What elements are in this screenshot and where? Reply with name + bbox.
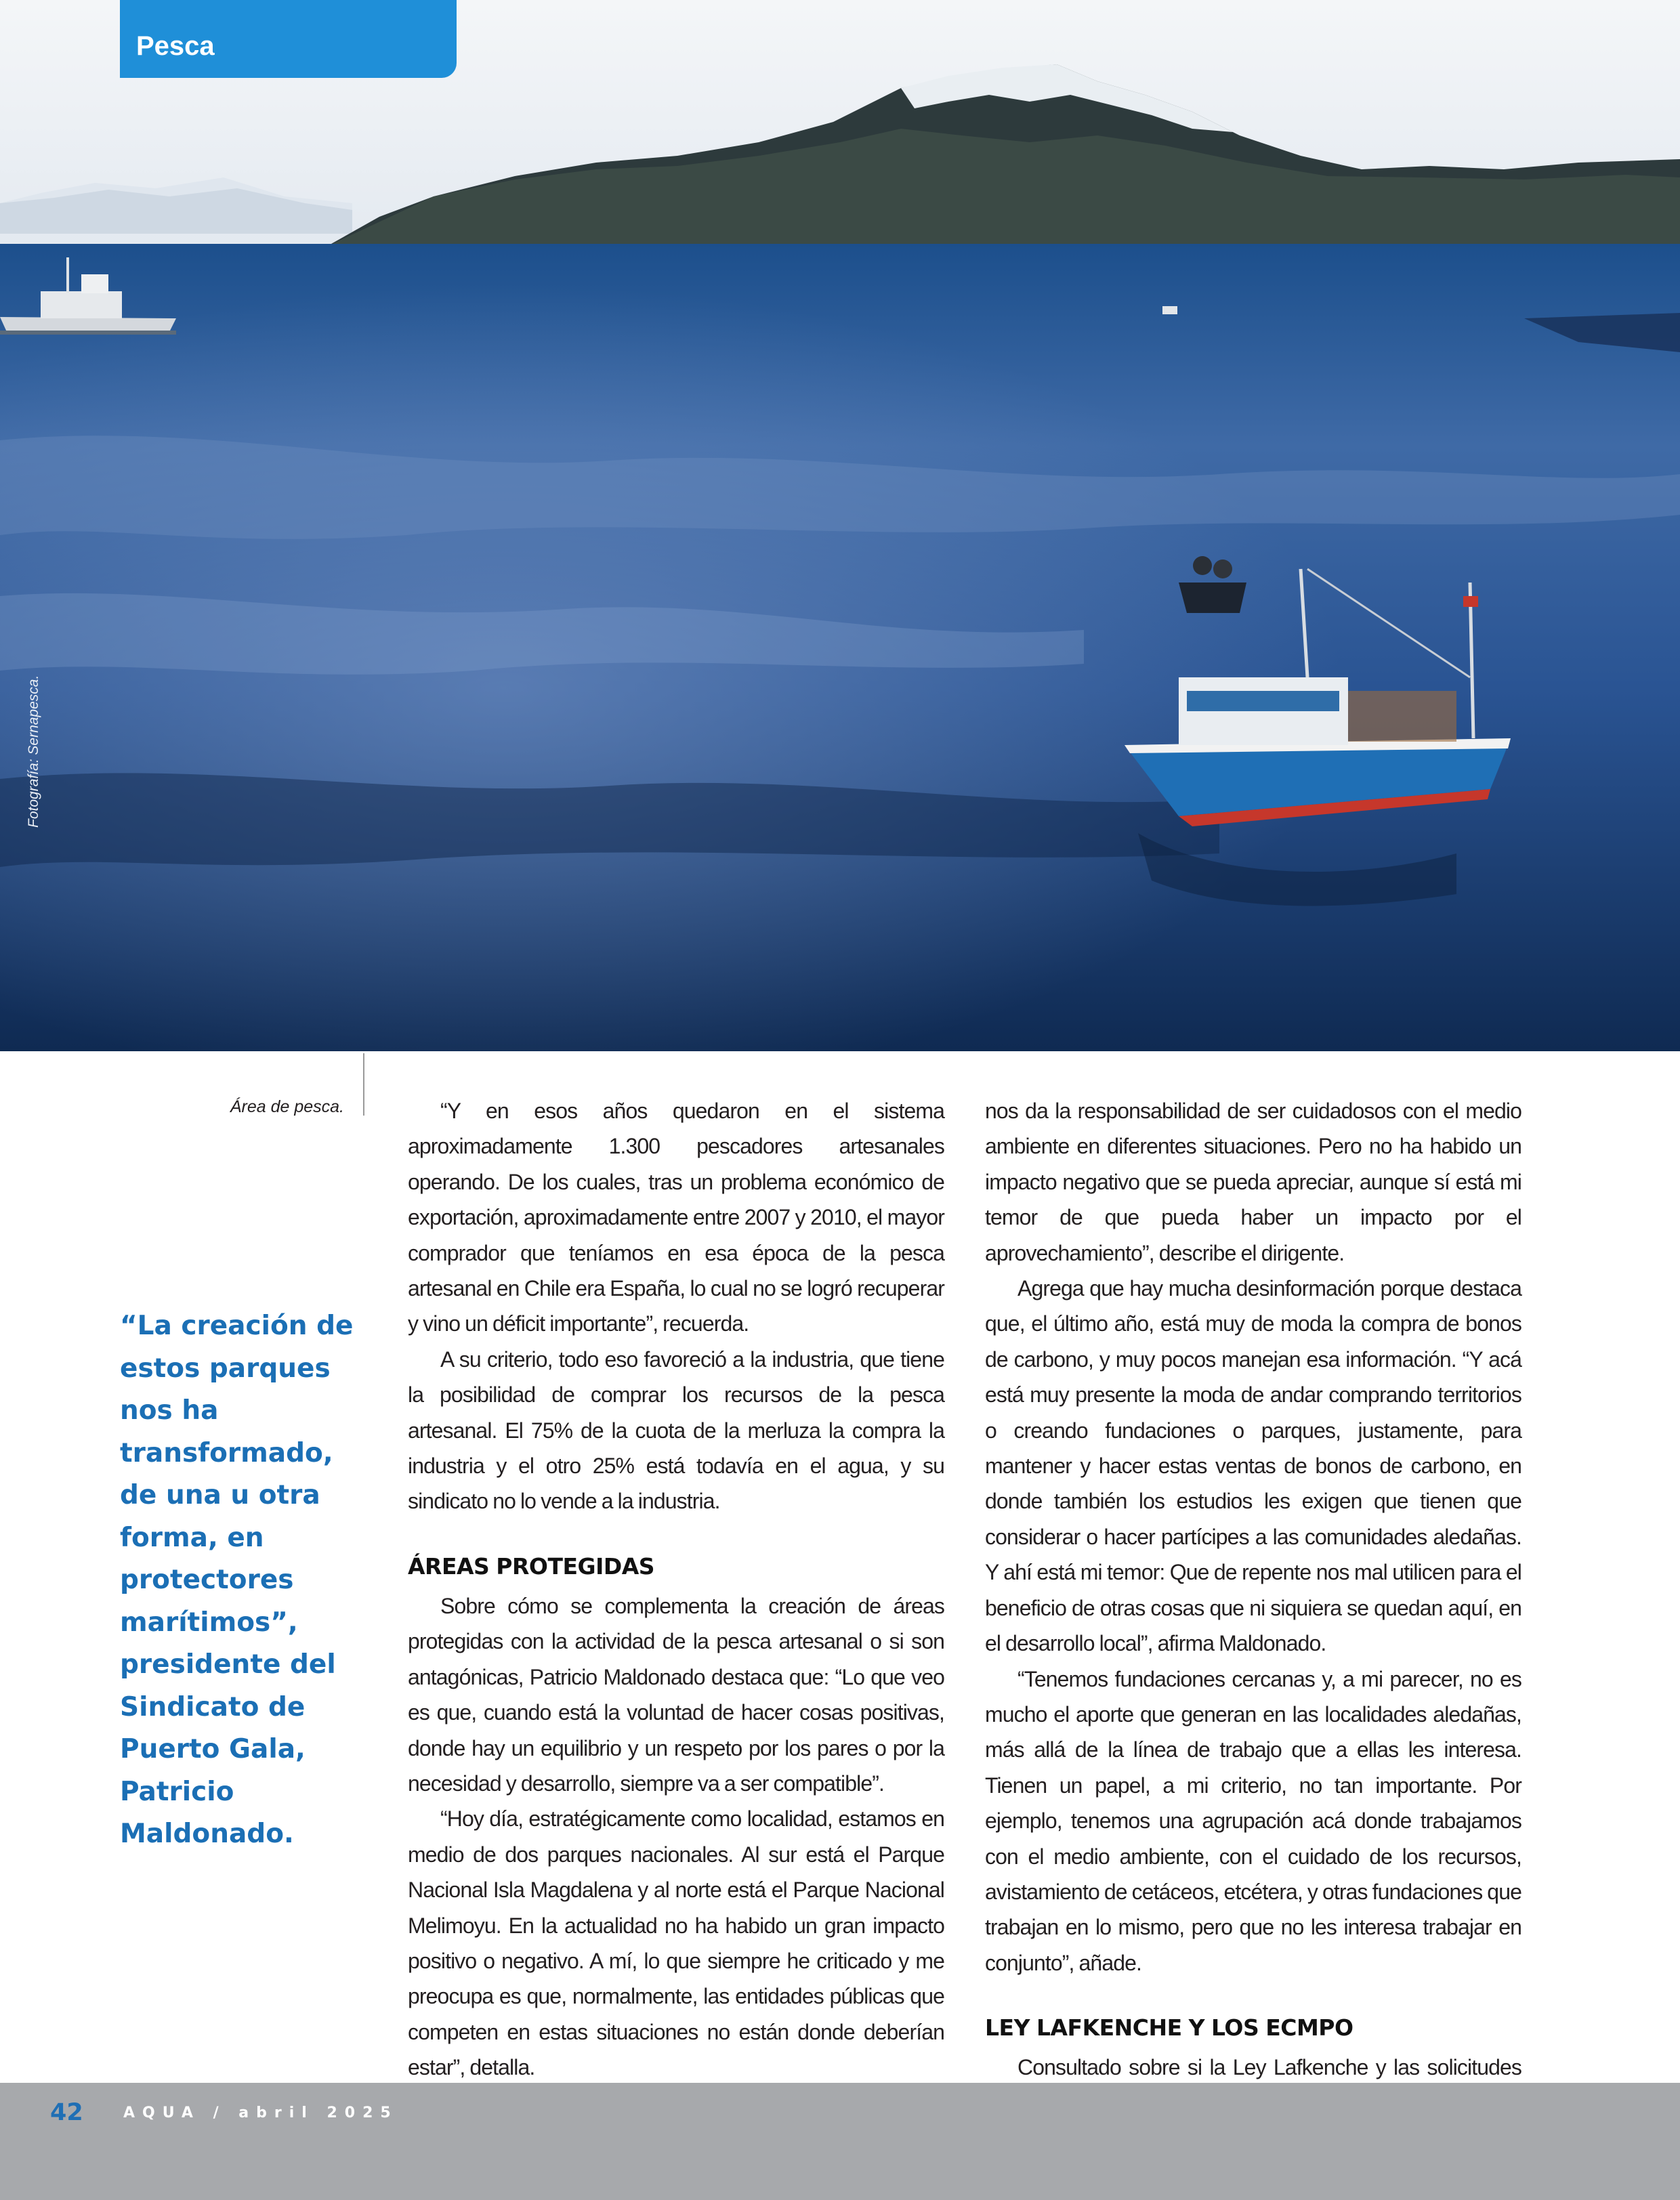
paragraph: “Hoy día, estratégicamente como localidad, estamos en medio de dos parques nacionales. Al sur está el Parque Nacional Isla Magdalena y al norte está el Parque Nacional Melimoyu. En la actualidad no ha habido un gran impacto positivo o negativo. A mí, lo que siempre he criticado y me preocupa es que, normalmente, las entidades públicas que competen en estas situaciones no están donde deberían estar”, detalla. [408,1806,944,2080]
section-heading: ÁREAS PROTEGIDAS [408,1552,655,1580]
paragraph: “Y en esos años quedaron en el sistema aproximadamente 1.300 pescadores artesanales operando. De los cuales, tras un problema económico de exportación, aproximadamente entre 2007 y 2010, el mayor comprador que teníamos en esa época de la pesca artesanal en Chile era España, lo cual no se logró recuperar y vino un déficit importante”, recuerda. [408,1099,944,1336]
cover-photo [0,0,1680,1051]
page-number: 42 [50,2099,83,2126]
caption-divider [363,1053,364,1116]
section-heading: LEY LAFKENCHE Y LOS ECMPO [985,2014,1353,2042]
article-column-1 [408,1093,944,2192]
paragraph: A su criterio, todo eso favoreció a la industria, que tiene la posibilidad de comprar los recursos de la pesca artesanal. El 75% de la cuota de la merluza la compra la industria y el otro 25% está todavía en el agua, y su sindicato no lo vende a la industria. [408,1347,944,1514]
page-footer [0,2083,1680,2200]
paragraph: nos da la responsabilidad de ser cuidadosos con el medio ambiente en diferentes situaciones. Pero no ha habido un impacto negativo que se pueda apreciar, aunque sí está mi temor de que pueda haber un impacto por el aprovechamiento”, describe el dirigente. [985,1099,1521,1265]
paragraph: Consultado sobre si la Ley Lafkenche y las solicitudes [1017,2055,1521,2080]
photo-caption: Área de pesca. [230,1097,344,1116]
article-column-2 [985,1093,1521,2156]
magazine-issue: AQUA / abril 2025 [123,2104,398,2121]
paragraph: “Tenemos fundaciones cercanas y, a mi parecer, no es mucho el aporte que generan en las localidades aledañas, más allá de la línea de trabajo que a ellas les interesa. Tienen un papel, a mi criterio, no tan importante. Por ejemplo, tenemos una agrupación acá donde trabajamos con el medio ambiente, con el cuidado de los recursos, avistamiento de cetáceos, etcétera, y otras fundaciones que trabajan en lo mismo, pero que no les interesa trabajar en conjunto”, añade. [985,1666,1521,1975]
paragraph: Agrega que hay mucha desinformación porque destaca que, el último año, está muy de moda la compra de bonos de carbono, y muy pocos manejan esa información. “Y acá está muy presente la moda de andar comprando territorios o creando fundaciones o parques, justamente, para mantener y hacer estas ventas de bonos de carbono, en donde también los estudios les exigen que tienen que considerar o hacer partícipes a las comunidades aledañas. Y ahí está mi temor: Que de repente nos mal utilicen para el beneficio de otras cosas que ni siquiera se quedan aquí, en el desarrollo local”, afirma Maldonado. [985,1276,1521,1656]
fishing-area-photo [0,0,1680,1051]
section-label: Pesca [136,31,215,61]
pull-quote: “La creación de estos parques nos ha transformado, de una u otra forma, en protectores marítimos”, presidente del Sindicato de Puerto Gala, Patricio Maldonado. [120,1311,354,1849]
paragraph: Sobre cómo se complementa la creación de áreas protegidas con la actividad de la pesca artesanal o si son antagónicas, Patricio Maldonado destaca que: “Lo que veo es que, cuando está la voluntad de hacer cosas positivas, donde hay un equilibrio y un respeto por los pares o por la necesidad y desarrollo, siempre va a ser compatible”. [408,1593,944,1796]
photo-credit: Fotografía: Sernapesca. [26,675,41,828]
section-tab [120,0,457,78]
